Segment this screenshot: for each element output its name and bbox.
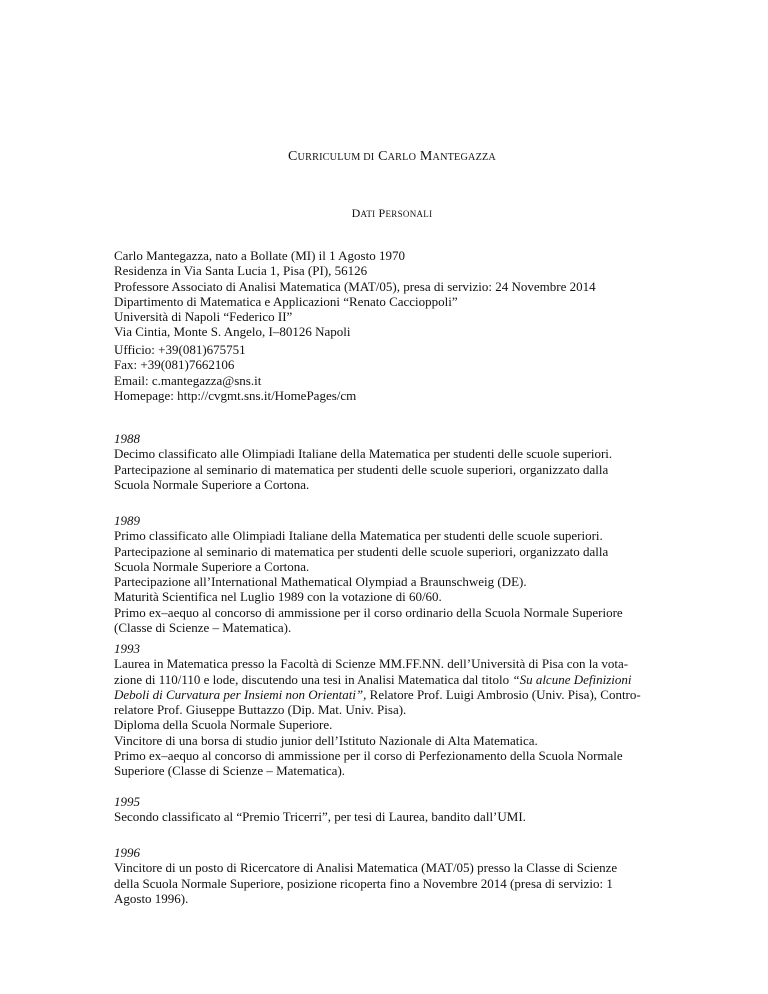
section-heading-personal-data — [114, 206, 670, 222]
personal-info — [114, 248, 670, 340]
entry-year: 1988 — [114, 431, 140, 446]
entry-line: Partecipazione al seminario di matematica per studenti delle scuole superiori, organizzato dalla — [114, 543, 609, 559]
entry-line: Decimo classificato alle Olimpiadi Italiane della Matematica per studenti delle scuole superiori. — [114, 446, 613, 462]
entry-line: Vincitore di un posto di Ricercatore di Analisi Matematica (MAT/05) presso la Classe di Scienze — [114, 860, 618, 876]
document-title — [114, 149, 670, 165]
laurea-text: zione di 110/110 e lode, discutendo una tesi in Analisi Matematica dal titolo — [114, 671, 513, 687]
thesis-title: “Su alcune Definizioni — [512, 671, 632, 687]
section-cap-2: P — [378, 206, 386, 220]
entry-line: Superiore (Classe di Scienze – Matematica). — [114, 763, 346, 779]
entry-line: Partecipazione all’International Mathematical Olympiad a Braunschweig (DE). — [114, 574, 527, 590]
entry-line: Scuola Normale Superiore a Cortona. — [114, 558, 310, 574]
laurea-text: , Relatore Prof. Luigi Ambrosio (Univ. Pisa), Contro- — [363, 686, 641, 702]
section-rest-1: ATI — [360, 209, 376, 219]
title-cap-1: C — [287, 149, 298, 164]
title-rest-1: URRICULUM DI — [297, 152, 375, 163]
entry-line: Primo classificato alle Olimpiadi Italiane della Matematica per studenti delle scuole superiori. — [114, 528, 603, 544]
entry-line — [114, 672, 670, 687]
entry-line: relatore Prof. Giuseppe Buttazzo (Dip. Mat. Univ. Pisa). — [114, 702, 407, 718]
personal-line: Via Cintia, Monte S. Angelo, I–80126 Napoli — [114, 324, 351, 340]
title-cap-2: C — [378, 149, 388, 164]
entry-line: Secondo classificato al “Premio Tricerri”, per tesi di Laurea, bandito dall’UMI. — [114, 809, 526, 825]
entry-line — [114, 687, 670, 702]
title-rest-2: ARLO — [387, 152, 417, 163]
title-cap-3: M — [419, 149, 433, 164]
entry-year: 1996 — [114, 845, 140, 860]
entry-1996 — [114, 845, 670, 906]
entry-1995 — [114, 794, 670, 825]
personal-line: Carlo Mantegazza, nato a Bollate (MI) il 1 Agosto 1970 — [114, 248, 405, 263]
phone-office: Ufficio: +39(081)675751 — [114, 342, 246, 357]
personal-line: Residenza in Via Santa Lucia 1, Pisa (PI), 56126 — [114, 263, 368, 279]
entry-1993 — [114, 641, 670, 779]
entry-line: della Scuola Normale Superiore, posizione ricoperta fino a Novembre 2014 (presa di servizio: 1 — [114, 875, 613, 891]
entry-line: (Classe di Scienze – Matematica). — [114, 620, 292, 636]
entry-line: Vincitore di una borsa di studio junior dell’Istituto Nazionale di Alta Matematica. — [114, 732, 538, 748]
entry-line: Agosto 1996). — [114, 890, 189, 906]
title-rest-3: ANTEGAZZA — [432, 152, 496, 163]
entry-line: Maturità Scientifica nel Luglio 1989 con la votazione di 60/60. — [114, 589, 442, 605]
entry-year: 1993 — [114, 641, 140, 656]
personal-line: Università di Napoli “Federico II” — [114, 309, 293, 325]
entry-year: 1989 — [114, 513, 140, 528]
thesis-title: Deboli di Curvatura per Insiemi non Orientati” — [114, 686, 364, 702]
fax: Fax: +39(081)7662106 — [114, 357, 235, 373]
homepage: Homepage: http://cvgmt.sns.it/HomePages/cm — [114, 387, 357, 403]
entry-line: Laurea in Matematica presso la Facoltà di Scienze MM.FF.NN. dell’Università di Pisa con la vota- — [114, 656, 629, 672]
entry-line: Partecipazione al seminario di matematica per studenti delle scuole superiori, organizzato dalla — [114, 461, 609, 477]
entry-line: Diploma della Scuola Normale Superiore. — [114, 717, 333, 733]
entry-line: Primo ex–aequo al concorso di ammissione per il corso di Perfezionamento della Scuola Normale — [114, 748, 623, 764]
entry-1988 — [114, 431, 670, 492]
section-cap-1: D — [351, 206, 361, 220]
contact-info — [114, 342, 670, 403]
personal-line: Professore Associato di Analisi Matematica (MAT/05), presa di servizio: 24 Novembre 2014 — [114, 278, 596, 294]
personal-line: Dipartimento di Matematica e Applicazioni “Renato Caccioppoli” — [114, 293, 458, 309]
entry-year: 1995 — [114, 794, 140, 809]
entry-line: Scuola Normale Superiore a Cortona. — [114, 476, 310, 492]
entry-1989 — [114, 513, 670, 635]
section-rest-2: ERSONALI — [385, 209, 433, 219]
email: Email: c.mantegazza@sns.it — [114, 372, 262, 388]
entry-line: Primo ex–aequo al concorso di ammissione per il corso ordinario della Scuola Normale Superiore — [114, 604, 623, 620]
